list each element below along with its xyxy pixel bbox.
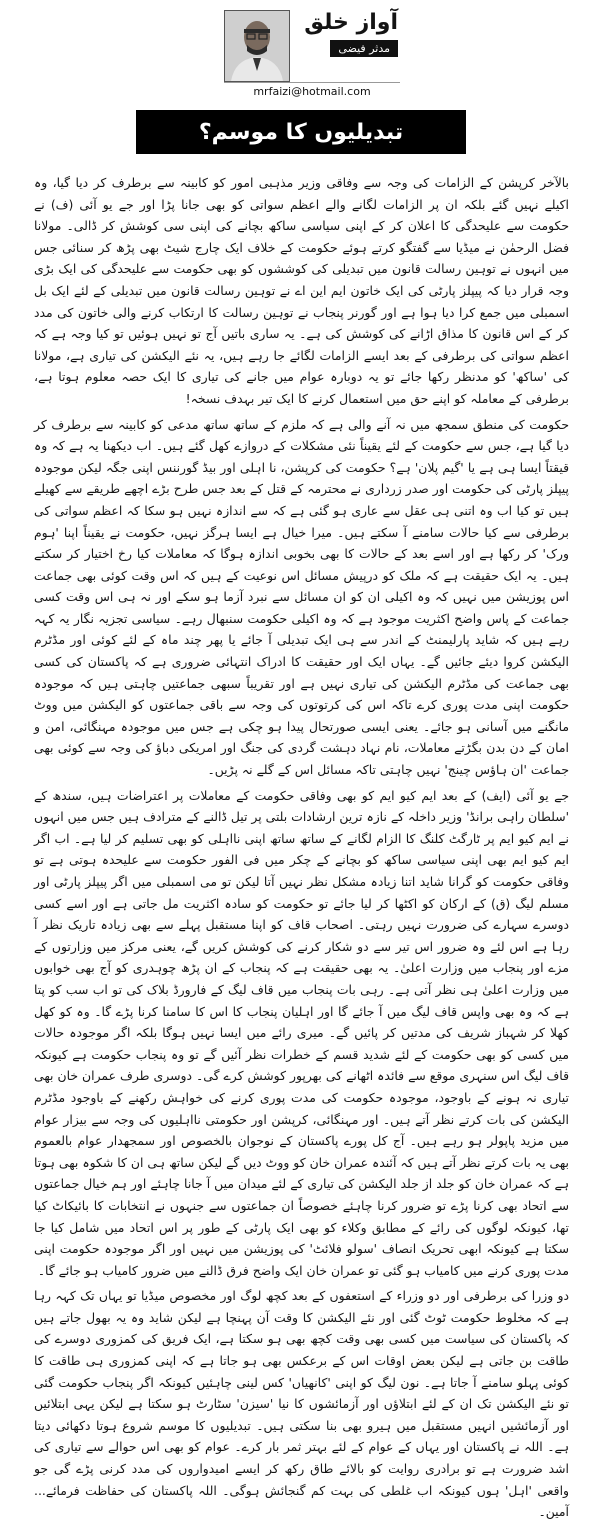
article-body — [34, 172, 569, 1523]
column-masthead — [224, 8, 400, 98]
headline: تبدیلیوں کا موسم؟ — [136, 110, 466, 154]
column-title: آواز خلق — [304, 10, 398, 35]
paragraph: حکومت کی منطق سمجھ میں نہ آنے والی ہے کہ ملزم کے ساتھ ساتھ مدعی کو کابینہ سے برطرف کر دیا گیا ہے، جس سے حکومت کے لئے یقیناً نئی مشکلات کے دروازے کھل گئے ہیں۔ اب دیکھنا یہ ہے کہ وہ قیقتاً ایسا ہی ہے یا 'گیم پلان' ہے؟ حکومت کی کرپشن، نا اہلی اور بیڈ گورننس اپنی جگہ لیکن موجودہ پیپلز پارٹی کی حکومت اور صدر زرداری نے محترمہ کے قتل کے بعد جس طرح بڑے اچھے طریقے سے کھیلے ہیں تو کیا اب وہ اتنی ہی عقل سے عاری ہو گئی ہے کہ سے اندازہ نہیں ہو سکا کہ اعظم سواتی کی برطرفی سے کیا حالات سامنے آ سکتے ہیں۔ میرا خیال ہے ایسا ہرگز نہیں، حکومت نے یقیناً اپنا 'ہوم ورک' کر رکھا ہے اور اسے بعد کے حالات کا بھی بخوبی اندازہ ہوگا کہ معاملات کیا رخ اختیار کر سکتے ہیں۔ یہ ایک حقیقت ہے کہ ملک کو درپیش مسائل اس نوعیت کے ہیں کہ اس وقت کوئی بھی جماعت اس پوزیشن میں نہیں کہ وہ اکیلی ان کو ان مسائل سے نبرد آزما ہو سکے اور نہ ہی اس وقت کسی جماعت کے پاس واضح اکثریت موجود ہے کہ وہ اکیلی حکومت سنبھال رہے۔ سیاسی تجزیہ نگار یہ کہہ رہے ہیں کہ شاید پارلیمنٹ کے اندر سے ہی ایک تبدیلی آ جائے یا پھر چند ماہ کے لئے کوئی اور مڈٹرم الیکشن کروا دیئے جائیں گے۔ یہاں ایک اور حقیقت کا ادراک انتہائی ضروری ہے کہ پاکستان کی کسی بھی جماعت کی مڈٹرم الیکشن کی تیاری نہیں ہے اور تقریباً سبھی جماعتیں چاہتی ہیں کہ موجودہ حکومت اپنی مدت پوری کرے تاکہ اس کی کرتوتوں کی وجہ سے باقی جماعتوں کو الیکشن میں ووٹ مانگنے میں آسانی ہو جائے۔ یعنی ایسی صورتحال پیدا ہو چکی ہے جس میں موجودہ مہنگائی، امن و امان کے دن بدن بگڑتے معاملات، نام نہاد دہشت گردی کی جنگ اور امریکی دباؤ کی وجہ سے کوئی بھی جماعت 'ان ہاؤس چینج' نہیں چاہتی تاکہ مسائل اس کے گلے نہ پڑیں۔ — [34, 416, 569, 778]
paragraph: بالآخر کرپشن کے الزامات کی وجہ سے وفاقی وزیر مذہبی امور کو کابینہ سے برطرف کر دیا گیا، وہ اکیلے نہیں گئے بلکہ ان پر الزامات لگانے والے اعظم سواتی کو بھی جانا پڑا اور جے یو آئی (ف) نے حکومت سے علیحدگی کا اعلان کر کے اپنی سیاسی ساکھ بچانے کی اپنی سی کوشش کر ڈالی۔ مولانا فضل الرحمٰن نے میڈیا سے گفتگو کرتے ہوئے حکومت کے خلاف ایک چارج شیٹ بھی پڑھ کر سنائی جس میں انہوں نے توہین رسالت قانون میں تبدیلی کی کوششوں کو بھی حکومت سے علیحدگی کی ایک بڑی وجہ قرار دیا کہ پیپلز پارٹی کی ایک خاتون ایم این اے نے توہین رسالت قانون میں تبدیلی کے لئے ایک بل اسمبلی میں جمع کرا دیا ہوا ہے اور گورنر پنجاب نے توہین رسالت کا ارتکاب کرنے والی خاتون کی مدد کر کے اس قانون کا مذاق اڑانے کی کوشش کی ہے۔ یہ ساری باتیں آج تو نہیں ہوئیں تو کیا وجہ ہے کہ اعظم سواتی کی برطرفی کے بعد ایسے الزامات لگائے جا رہے ہیں، یہ نئے الیکشن کی تیاری ہے، مولانا کی 'ساکھ' کو مدنظر رکھا جائے تو یہ دوبارہ عوام میں جانے کی تیاری کا ایک حصہ معلوم ہوتا ہے، برطرفی کے معاملہ کو اپنے حق میں استعمال کرنے کا ایک تیر بہدف نسخہ! — [34, 175, 569, 406]
paragraph: جے یو آئی (ایف) کے بعد ایم کیو ایم کو بھی وفاقی حکومت کے معاملات پر اعتراضات ہیں، سندھ کے 'سلطان راہی برانڈ' وزیر داخلہ کے نازہ ترین ارشادات بلتی پر تیل ڈالنے کے مترادف ہیں جس میں انہوں نے ایم کیو ایم پر ٹارگٹ کلنگ کا الزام لگانے کے ساتھ ساتھ اپنی نااہلی کو بھی تسلیم کر لیا ہے۔ اب اگر ایم کیو ایم بھی اپنی سیاسی ساکھ کو بچانے کے چکر میں فی الفور حکومت سے علیحدہ ہوتی ہے تو وفاقی حکومت کو گرانا شاید اتنا زیادہ مشکل نظر نہیں آتا لیکن تو می اسمبلی میں اگر پیپلز پارٹی اور مسلم لیگ (ق) کے ارکان کو اکٹھا کر لیا جائے تو حکومت کو سادہ اکثریت مل جاتی ہے اور اسے کسی دوسرے سہارے کی ضرورت نہیں رہتی۔ اصحاب قاف کو اپنا مستقبل پہلے سے بھی زیادہ تاریک نظر آ رہا ہے اس لئے وہ ضرور اس تیر سے دو شکار کرنے کی کوشش کریں گے، یعنی مرکز میں وزارتوں کے مزے اور پنجاب میں وزارت اعلیٰ۔ یہ بھی حقیقت ہے کہ پنجاب کے ان پڑھ چوہدری کو آج بھی خوابوں میں وزارت اعلیٰ ہی نظر آتی ہے۔ رہی بات پنجاب میں قاف لیگ کے فارورڈ بلاک کی تو اب سب کو پتا ہے کہ وہ بھی واپس قاف لیگ میں آ جائے گا اور اہلیان پنجاب کا اس کا سامنا کرنا پڑے گا۔ وہ کو کھل کھلا کر شہباز شریف کی مدتیں کر پائیں گے۔ میری رائے میں ایسا نہیں ہوگا بلکہ اگر موجودہ حالات میں کسی کو بھی حکومت کے لئے شدید قسم کے خطرات نظر آئیں گے تو وہ پنجاب حکومت ہے کیونکہ قاف لیگ اس سنہری موقع سے فائدہ اٹھانے کی بھرپور کوشش کرے گی۔ دوسری طرف عمران خان بھی تیاری نہ ہونے کے باوجود، موجودہ حکومت کی مدت پوری کرنے کی خواہش رکھنے کے باوجود مڈٹرم الیکشن کی بات کرتے نظر آتے ہیں۔ اور مہنگائی، کرپشن اور حکومتی نااہلیوں کی وجہ سے بیزار عوام میں مزید پاپولر ہو رہے ہیں۔ آج کل پورے پاکستان کے نوجوان بالخصوص اور سمجھدار عوام بالعموم بھی یہ بات کرتے نظر آتے ہیں کہ آئندہ عمران خان کو ووٹ دیں گے لیکن ساتھ ہی ان کا شکوہ بھی ہوتا ہے کہ عمران خان کو جلد از جلد الیکشن کی تیاری کے لئے میدان میں آ جانا چاہئے اور ہم خیال جماعتوں سے اتحاد بھی کرنا پڑے تو ضرور کرنا چاہئے خصوصاً ان جماعتوں سے جنہوں نے انتخابات کا بائیکاٹ کیا تھا، کیونکہ لوگوں کی رائے کے مطابق وکلاء کو بھی ایک پارٹی کے طور پر اس اتحاد میں شامل کیا جا سکتا ہے کیونکہ ابھی تحریک انصاف 'سولو فلائٹ' کی پوزیشن میں نہیں اور اگر موجودہ حکومت اپنی مدت پوری کرنے میں کامیاب ہو گئی تو عمران خان ایک واضح فرق ڈالنے میں ضرور کامیاب ہو جائے گا۔ — [34, 787, 569, 1278]
author-email: mrfaizi@hotmail.com — [224, 82, 400, 98]
column-brand — [290, 10, 398, 57]
paragraph: دو وزرا کی برطرفی اور دو وزراء کے استعفوں کے بعد کچھ لوگ اور مخصوص میڈیا تو یہاں تک کہہ رہا ہے کہ مخلوط حکومت ٹوٹ گئی اور نئے الیکشن کا وقت آن پہنچا ہے لیکن شاید وہ یہ بھول جاتے ہیں کہ پاکستان کی سیاست میں کسی بھی وقت کچھ بھی ہو سکتا ہے، ایک فریق کی کمزوری دوسرے کی طاقت بن جاتی ہے لیکن بعض اوقات اس کے برعکس بھی ہو جاتا ہے کہ اپنی کمزوری ہی طاقت کا کوئی پہلو سامنے آ جاتا ہے۔ نون لیگ کو اپنی 'کانھیاں' کس لینی چاہئیں کیونکہ اگر پنجاب حکومت گئی تو نئے الیکشن تک ان کے لئے ابتلاؤں اور آزمائشوں کا نیا 'سیزن' سٹارٹ ہو سکتا ہے لیکن یہی ابتلائیں اور آزمائشیں انہیں مستقبل میں ہیرو بھی بنا سکتی ہیں۔ تبدیلیوں کا موسم شروع ہوتا دکھائی دیتا ہے۔ اللہ نے پاکستان اور یہاں کے عوام کے لئے بہتر ثمر بار کرے۔ عوام کو بھی اس حوالے سے تیاری کی اشد ضرورت ہے تو برادری روایت کو بالائے طاق رکھ کر ایسے امیدواروں کی مدد کرنی پڑے گی جو واقعی 'اہل' ہوں کیونکہ اب غلطی کی بہت کم گنجائش ہوگی۔ اللہ پاکستان کی حفاظت فرمائے... آمین۔ — [34, 1288, 569, 1520]
author-name: مدثر فیضی — [330, 40, 398, 57]
columnist-photo — [224, 10, 290, 82]
